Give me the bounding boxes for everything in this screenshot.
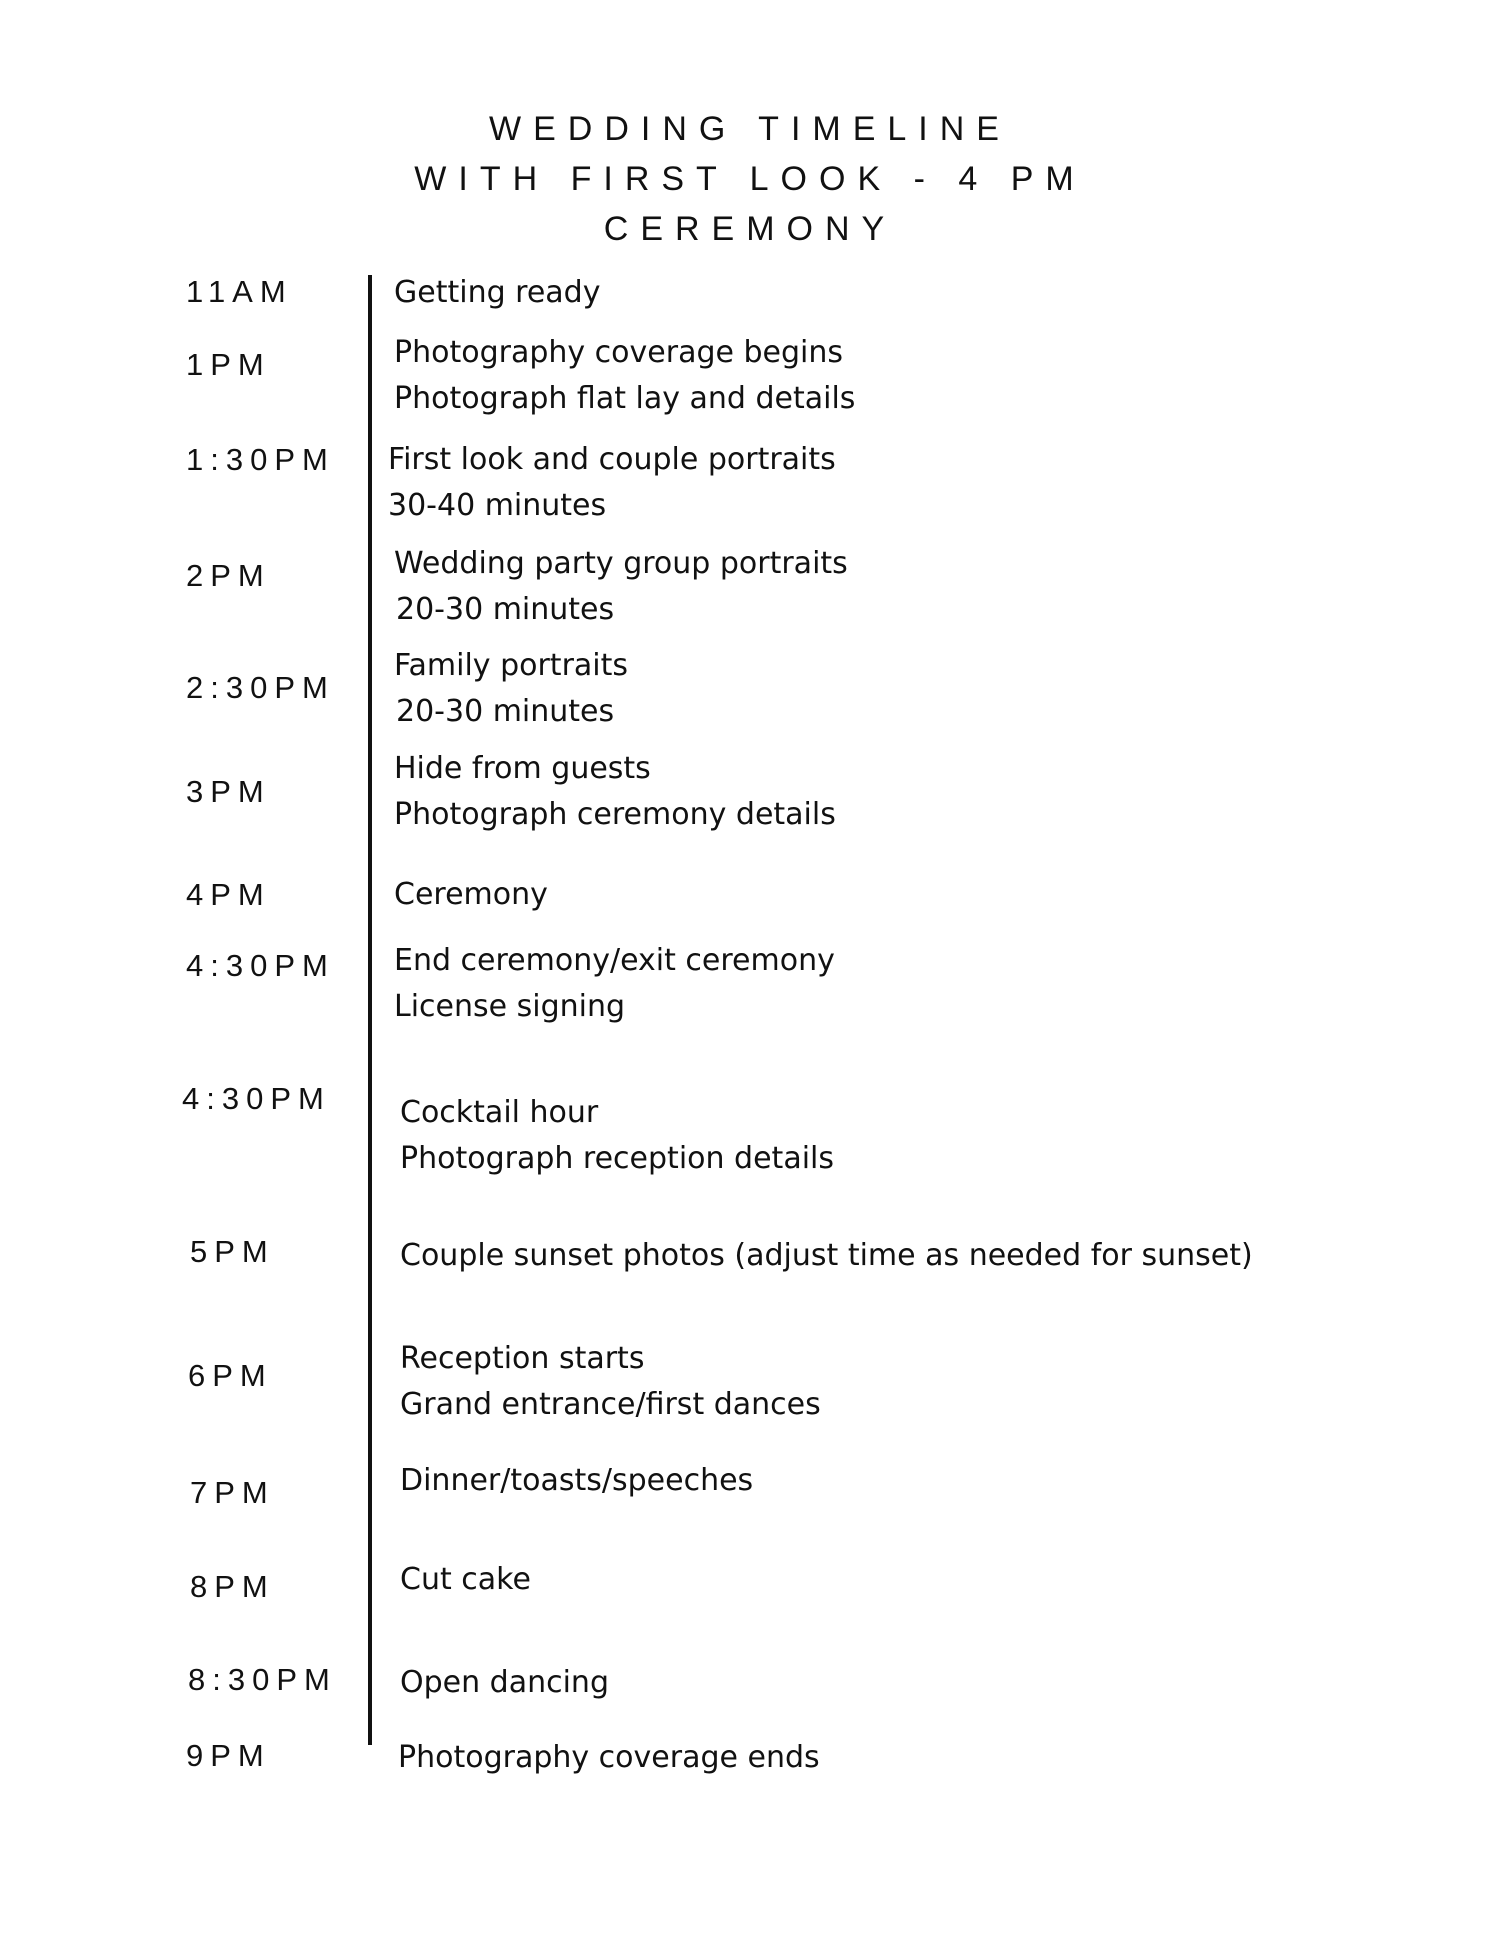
- event-line: Couple sunset photos (adjust time as needed for sunset): [400, 1238, 1253, 1273]
- time-label: 7PM: [190, 1475, 275, 1510]
- timeline-divider: [368, 275, 372, 1745]
- time-label: 8:30PM: [188, 1662, 337, 1697]
- timeline-event: [394, 872, 548, 918]
- event-line: Getting ready: [394, 275, 601, 310]
- event-line: Cocktail hour: [400, 1095, 599, 1130]
- time-label: 2PM: [186, 558, 271, 593]
- timeline-event: [400, 1557, 531, 1603]
- event-line: End ceremony/exit ceremony: [394, 943, 835, 978]
- event-line: 30-40 minutes: [388, 488, 607, 523]
- event-line: Hide from guests: [394, 751, 651, 786]
- timeline-event: [394, 330, 855, 422]
- event-line: Open dancing: [400, 1665, 609, 1700]
- time-label: 8PM: [190, 1569, 275, 1604]
- title-line-3: CEREMONY: [603, 210, 897, 248]
- timeline-event: [398, 1735, 820, 1781]
- time-label: 2:30PM: [186, 670, 335, 705]
- event-line: Cut cake: [400, 1562, 531, 1597]
- event-line: Family portraits: [394, 648, 629, 683]
- event-line: Wedding party group portraits: [394, 546, 848, 581]
- timeline-event: [400, 1660, 609, 1706]
- timeline-event: [394, 643, 628, 735]
- time-label: 4PM: [186, 877, 271, 912]
- time-label: 5PM: [190, 1234, 275, 1269]
- event-line: Reception starts: [400, 1341, 645, 1376]
- time-label: 1:30PM: [186, 442, 335, 477]
- event-line: First look and couple portraits: [388, 442, 836, 477]
- title-line-2: WITH FIRST LOOK - 4 PM: [414, 160, 1086, 198]
- event-line: Photograph ceremony details: [394, 797, 836, 832]
- event-line: Grand entrance/first dances: [400, 1387, 821, 1422]
- event-line: Photograph flat lay and details: [394, 381, 856, 416]
- time-label: 11AM: [186, 274, 293, 309]
- time-label: 6PM: [188, 1358, 273, 1393]
- timeline-event: [394, 746, 836, 838]
- timeline-event: [400, 1233, 1253, 1279]
- timeline-event: [400, 1458, 753, 1504]
- time-label: 3PM: [186, 774, 271, 809]
- time-label: 4:30PM: [186, 948, 335, 983]
- event-line: Ceremony: [394, 877, 548, 912]
- timeline-event: [394, 938, 835, 1030]
- event-line: Photography coverage begins: [394, 335, 844, 370]
- time-label: 4:30PM: [182, 1081, 331, 1116]
- timeline-event: [394, 541, 848, 633]
- timeline-event: [400, 1090, 834, 1182]
- event-line: License signing: [394, 989, 626, 1024]
- title-line-1: WEDDING TIMELINE: [489, 110, 1011, 148]
- event-line: Photography coverage ends: [398, 1740, 820, 1775]
- event-line: 20-30 minutes: [396, 592, 615, 627]
- timeline-event: [400, 1336, 821, 1428]
- time-label: 1PM: [186, 347, 271, 382]
- timeline-event: [394, 270, 600, 316]
- timeline-event: [388, 437, 836, 529]
- event-line: 20-30 minutes: [396, 694, 615, 729]
- event-line: Dinner/toasts/speeches: [400, 1463, 754, 1498]
- page-title: [0, 104, 1500, 254]
- time-label: 9PM: [186, 1738, 271, 1773]
- event-line: Photograph reception details: [400, 1141, 835, 1176]
